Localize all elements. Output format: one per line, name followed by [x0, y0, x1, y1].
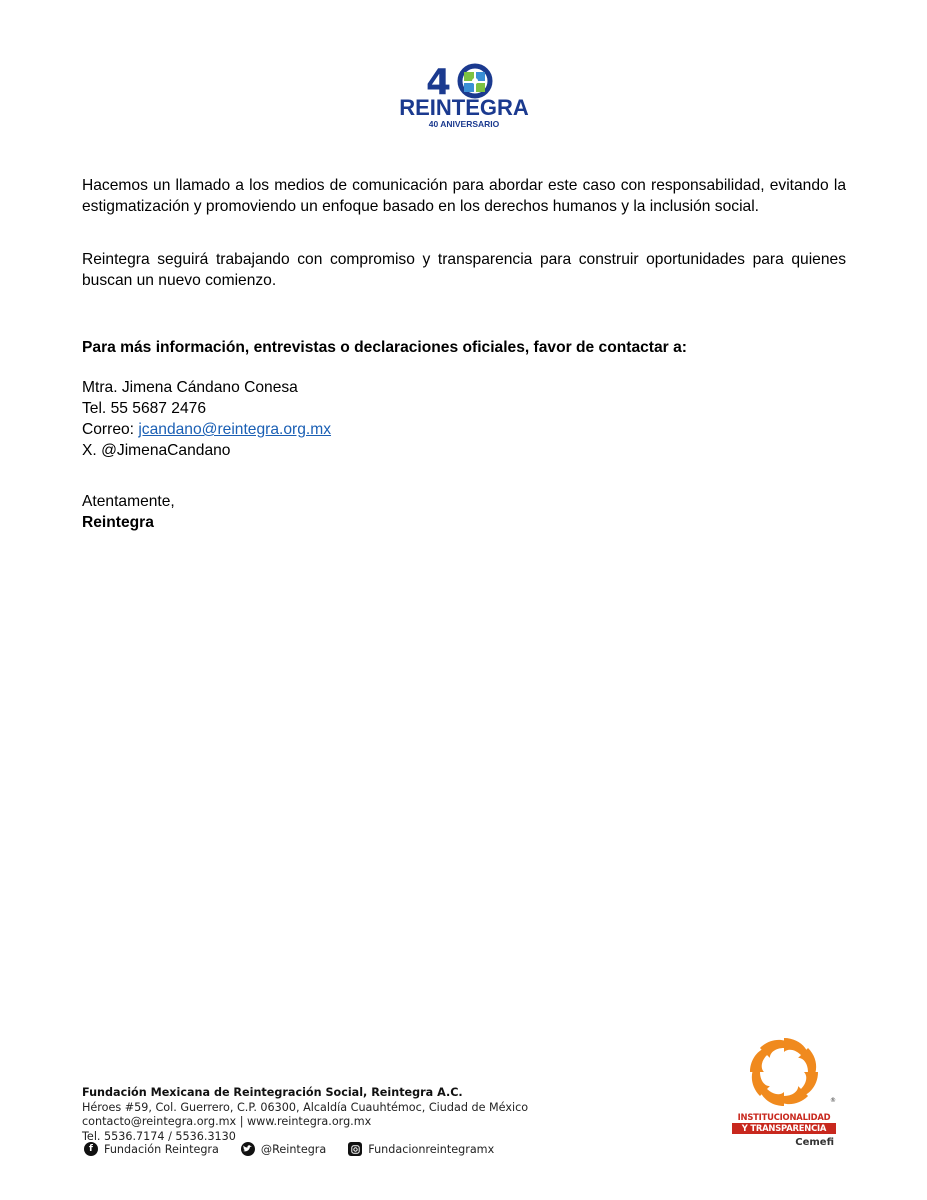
footer-social-links [84, 1142, 516, 1156]
puzzle-zero-icon [460, 66, 490, 96]
contact-block [82, 377, 331, 461]
social-facebook[interactable] [84, 1142, 219, 1156]
closing-salutation: Atentamente, [82, 493, 175, 510]
contact-email-link[interactable]: jcandano@reintegra.org.mx [138, 421, 332, 438]
facebook-icon: f [84, 1142, 98, 1156]
logo-tagline: 40 ANIVERSARIO [428, 119, 500, 129]
cemefi-badge [732, 1034, 836, 1154]
logo-name: REINTEGRA [399, 95, 529, 120]
cemefi-registered-mark: ® [830, 1097, 836, 1104]
contact-email-row [82, 419, 331, 440]
footer-org-name: Fundación Mexicana de Reintegración Social, Reintegra A.C. [82, 1086, 463, 1099]
social-twitter[interactable] [241, 1142, 326, 1156]
closing-signature: Reintegra [82, 514, 154, 531]
logo-number-four: 4 [426, 62, 452, 103]
reintegra-logo [388, 58, 540, 130]
badge-line-institucionalidad: INSTITUCIONALIDAD [737, 1112, 831, 1122]
social-instagram[interactable] [348, 1142, 494, 1156]
footer-address: Héroes #59, Col. Guerrero, C.P. 06300, Alcaldía Cuauhtémoc, Ciudad de México [82, 1100, 529, 1114]
badge-line-cemefi: Cemefi [795, 1137, 834, 1148]
paragraph-commitment: Reintegra seguirá trabajando con compromiso y transparencia para construir oportunidades para quienes buscan un nuevo comienzo. [82, 251, 846, 289]
cemefi-swirl-icon [732, 1034, 836, 1112]
contact-email-label: Correo: [82, 421, 139, 438]
paragraph-media-call: Hacemos un llamado a los medios de comunicación para abordar este caso con responsabilidad, evitando la estigmatización y promoviendo un enfoque basado en los derechos humanos y la inclusión social. [82, 177, 846, 215]
social-instagram-label: Fundacionreintegramx [368, 1142, 495, 1156]
closing-block [82, 491, 175, 533]
instagram-icon [348, 1142, 362, 1156]
footer-info [82, 1086, 528, 1144]
social-facebook-label: Fundación Reintegra [104, 1142, 219, 1156]
contact-phone: Tel. 55 5687 2476 [82, 400, 206, 417]
contact-lead: Para más información, entrevistas o declaraciones oficiales, favor de contactar a: [82, 339, 687, 356]
footer-phones: Tel. 5536.7174 / 5536.3130 [82, 1129, 236, 1143]
contact-name: Mtra. Jimena Cándano Conesa [82, 379, 298, 396]
contact-x-handle: X. @JimenaCandano [82, 442, 231, 459]
badge-line-transparencia: Y TRANSPARENCIA [732, 1123, 836, 1134]
twitter-icon [241, 1142, 255, 1156]
social-twitter-label: @Reintegra [260, 1142, 327, 1156]
footer-web: contacto@reintegra.org.mx | www.reintegra.org.mx [82, 1115, 372, 1128]
